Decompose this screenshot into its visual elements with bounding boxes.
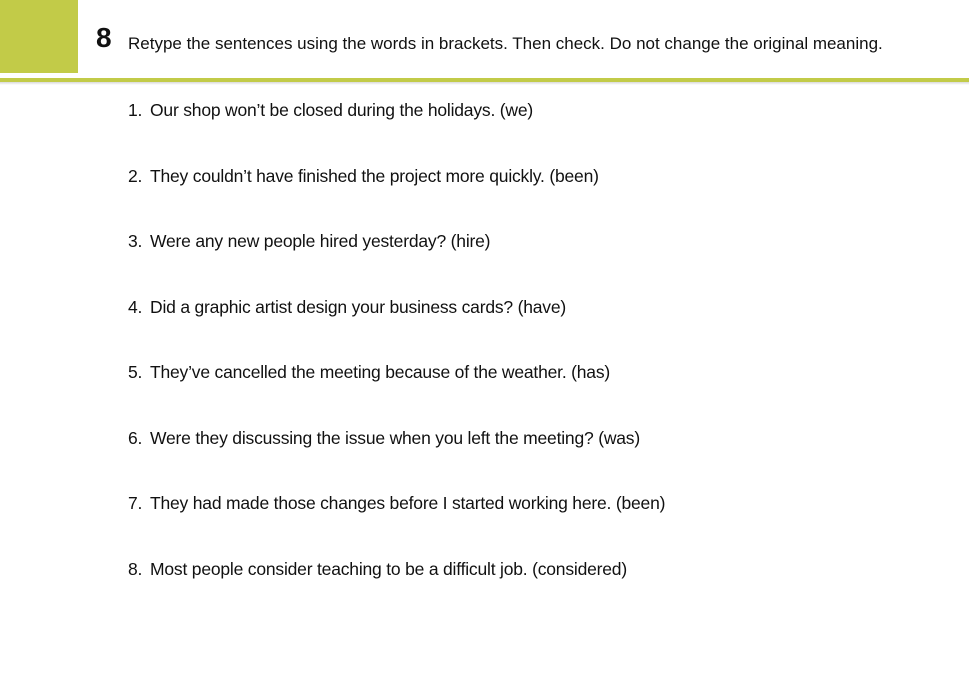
item-number: 5. xyxy=(128,362,143,382)
list-item xyxy=(128,427,665,493)
list-item xyxy=(128,492,665,558)
accent-block xyxy=(0,0,78,73)
list-item xyxy=(128,558,665,624)
item-sentence: They had made those changes before I started working here. (been) xyxy=(150,493,666,513)
item-sentence: Did a graphic artist design your business cards? (have) xyxy=(150,296,567,317)
item-number: 3. xyxy=(128,231,143,251)
item-sentence: They’ve cancelled the meeting because of the weather. (has) xyxy=(150,362,611,382)
sentence-list xyxy=(128,99,665,623)
header-divider-shadow xyxy=(0,82,969,85)
item-number: 8. xyxy=(128,558,143,579)
item-number: 1. xyxy=(128,100,143,120)
item-sentence: They couldn’t have finished the project more quickly. (been) xyxy=(150,165,599,186)
list-item xyxy=(128,296,665,362)
item-sentence: Our shop won’t be closed during the holidays. (we) xyxy=(150,100,533,120)
item-sentence: Most people consider teaching to be a difficult job. (considered) xyxy=(150,558,627,579)
list-item xyxy=(128,361,665,427)
item-number: 6. xyxy=(128,427,143,448)
exercise-number: 8 xyxy=(96,22,112,53)
item-number: 4. xyxy=(128,296,143,317)
exercise-header xyxy=(0,0,969,80)
list-item xyxy=(128,99,665,165)
list-item xyxy=(128,230,665,296)
exercise-instruction: Retype the sentences using the words in brackets. Then check. Do not change the original meaning. xyxy=(128,34,883,53)
item-number: 2. xyxy=(128,165,143,186)
item-number: 7. xyxy=(128,493,143,513)
list-item xyxy=(128,165,665,231)
item-sentence: Were any new people hired yesterday? (hire) xyxy=(150,231,491,251)
item-sentence: Were they discussing the issue when you left the meeting? (was) xyxy=(150,427,640,448)
